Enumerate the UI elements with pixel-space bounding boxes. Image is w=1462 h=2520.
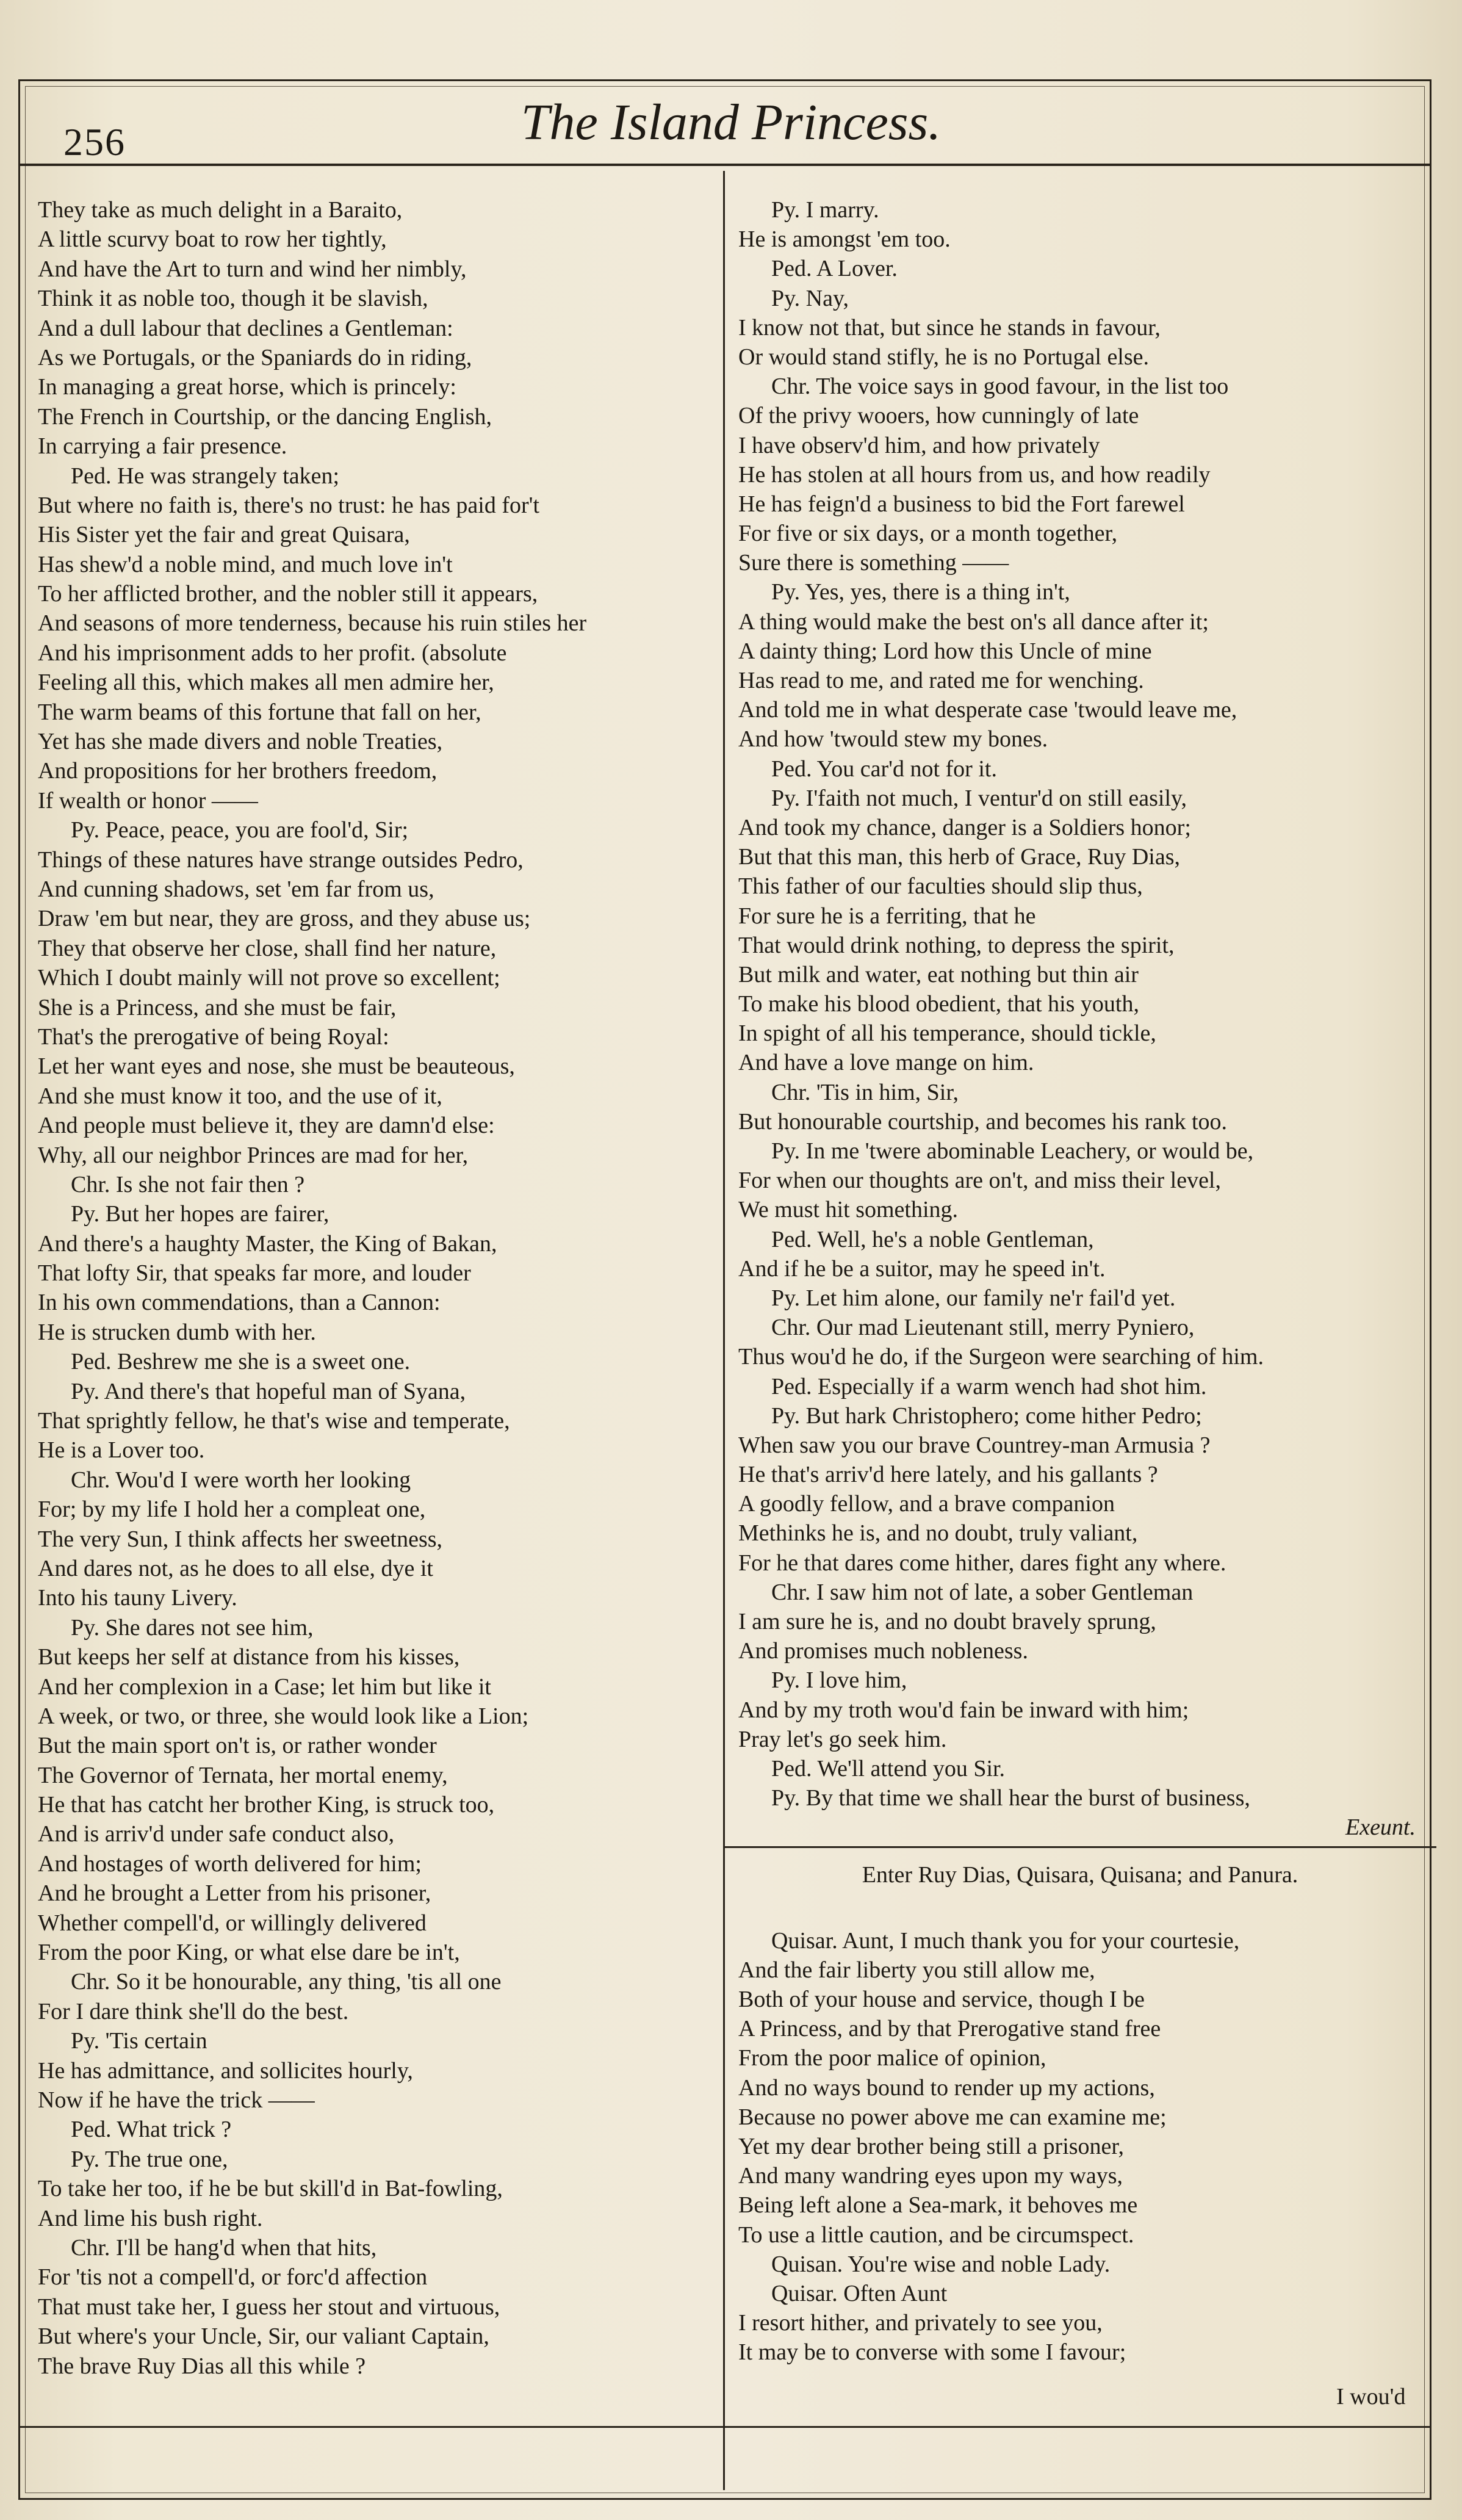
verse-line: From the poor malice of opinion, [738,2045,1046,2071]
verse-line: Thus wou'd he do, if the Surgeon were searching of him. [738,1344,1264,1370]
verse-line: And how 'twould stew my bones. [738,726,1048,753]
verse-line: In his own commendations, than a Cannon: [38,1290,441,1316]
verse-line: Py. Nay, [771,285,849,311]
verse-line: They that observe her close, shall find her nature, [38,935,497,961]
verse-line: In spight of all his temperance, should tickle, [738,1020,1156,1047]
verse-line: And hostages of worth delivered for him; [38,1850,422,1877]
verse-line: Py. Peace, peace, you are fool'd, Sir; [71,817,409,843]
column-divider [723,171,725,2490]
verse-line: But the main sport on't is, or rather wonder [38,1733,437,1759]
verse-line: Chr. The voice says in good favour, in the list too [771,374,1229,400]
verse-line: He has stolen at all hours from us, and how readily [738,461,1211,488]
verse-line: That must take her, I guess her stout and virtuous, [38,2294,500,2320]
verse-line: The warm beams of this fortune that fall on her, [38,699,481,725]
verse-line: Py. But hark Christophero; come hither Pedro; [771,1403,1202,1429]
verse-line: Quisan. You're wise and noble Lady. [771,2251,1111,2277]
verse-line: He that has catcht her brother King, is struck too, [38,1792,495,1818]
verse-line: But honourable courtship, and becomes his rank too. [738,1108,1228,1135]
stage-direction: Enter Ruy Dias, Quisara, Quisana; and Panura. [862,1861,1298,1888]
verse-line: The French in Courtship, or the dancing English, [38,403,492,430]
right-column-bottom [738,1926,1422,2367]
verse-line: Because no power above me can examine me; [738,2104,1167,2130]
verse-line: And no ways bound to render up my actions, [738,2074,1155,2101]
verse-line: Think it as noble too, though it be slavish, [38,286,428,312]
verse-line: And her complexion in a Case; let him but like it [38,1673,491,1700]
verse-line: Chr. I saw him not of late, a sober Gentleman [771,1579,1194,1605]
scene-separator [724,1846,1436,1848]
verse-line: And his imprisonment adds to her profit. (absolute [38,640,507,666]
verse-line: Sure there is something —— [738,550,1009,576]
catchword: I wou'd [1336,2384,1406,2410]
verse-line: He has feign'd a business to bid the Fort farewel [738,491,1185,517]
verse-line: Chr. Is she not fair then ? [71,1171,305,1197]
verse-line: Chr. 'Tis in him, Sir, [771,1079,959,1105]
verse-line: The brave Ruy Dias all this while ? [38,2353,366,2379]
verse-line: For when our thoughts are on't, and miss their level, [738,1168,1221,1194]
verse-line: And is arriv'd under safe conduct also, [38,1821,395,1847]
verse-line: I know not that, but since he stands in favour, [738,314,1161,341]
exeunt-direction: Exeunt. [1345,1814,1416,1841]
verse-line: Py. 'Tis certain [71,2028,207,2054]
verse-line: And he brought a Letter from his prisoner, [38,1880,431,1907]
verse-line: To take her too, if he be but skill'd in Bat-fowling, [38,2176,503,2202]
verse-line: In managing a great horse, which is princely: [38,374,456,400]
verse-line: Py. I'faith not much, I ventur'd on still easily, [771,785,1187,811]
running-title: The Island Princess. [520,94,942,151]
verse-line: Or would stand stifly, he is no Portugal else. [738,344,1150,370]
verse-line: She is a Princess, and she must be fair, [38,994,397,1020]
verse-line: Ped. He was strangely taken; [71,463,340,489]
verse-line: And she must know it too, and the use of it, [38,1083,442,1109]
verse-line: When saw you our brave Countrey-man Armusia ? [738,1432,1211,1458]
verse-line: And lime his bush right. [38,2205,263,2231]
verse-line: Draw 'em but near, they are gross, and they abuse us; [38,906,531,932]
verse-line: To make his blood obedient, that his youth, [738,991,1139,1017]
verse-line: Yet my dear brother being still a prisoner, [738,2134,1125,2159]
header-rule [18,164,1431,166]
verse-line: Py. She dares not see him, [71,1614,314,1641]
verse-line: He has admittance, and sollicites hourly, [38,2057,413,2084]
verse-line: To use a little caution, and be circumspect. [738,2222,1134,2248]
verse-line: And took my chance, danger is a Soldiers honor; [738,814,1191,840]
verse-line: Has shew'd a noble mind, and much love in't [38,551,453,577]
verse-line: And have a love mange on him. [738,1050,1034,1076]
verse-line: Has read to me, and rated me for wenching. [738,668,1144,693]
verse-line: This father of our faculties should slip thus, [738,873,1143,900]
verse-line: That lofty Sir, that speaks far more, and louder [38,1260,471,1287]
verse-line: And a dull labour that declines a Gentleman: [38,315,453,341]
verse-line: And the fair liberty you still allow me, [738,1957,1095,1983]
verse-line: For he that dares come hither, dares fight any where. [738,1550,1226,1576]
verse-line: But keeps her self at distance from his kisses, [38,1644,460,1670]
verse-line: And dares not, as he does to all else, dye it [38,1555,433,1581]
footer-rule [18,2426,1431,2428]
verse-line: Py. By that time we shall hear the burst of business, [771,1785,1250,1811]
verse-line: For five or six days, or a month together, [738,521,1118,547]
verse-line: Why, all our neighbor Princes are mad for her, [38,1142,469,1168]
verse-line: He is amongst 'em too. [738,226,951,253]
verse-line: Both of your house and service, though I be [738,1987,1145,2013]
verse-line: Feeling all this, which makes all men admire her, [38,670,494,696]
verse-line: Pray let's go seek him. [738,1726,947,1752]
verse-line: And there's a haughty Master, the King of Bakan, [38,1230,497,1257]
verse-line: As we Portugals, or the Spaniards do in riding, [38,344,472,370]
verse-line: Methinks he is, and no doubt, truly valiant, [738,1520,1138,1547]
verse-line: Chr. So it be honourable, any thing, 'tis all one [71,1969,502,1995]
verse-line: Py. But her hopes are fairer, [71,1201,329,1227]
verse-line: Quisar. Often Aunt [771,2280,948,2306]
right-column [738,195,1422,2367]
verse-line: The Governor of Ternata, her mortal enemy, [38,1762,448,1788]
verse-line: The very Sun, I think affects her sweetness, [38,1526,443,1552]
verse-line: Py. And there's that hopeful man of Syana, [71,1378,466,1404]
verse-line: Ped. What trick ? [71,2117,232,2143]
verse-line: And seasons of more tenderness, because his ruin stiles her [38,610,587,637]
stage-spacer [738,1890,1422,1926]
verse-line: Yet has she made divers and noble Treaties, [38,729,443,755]
verse-line: And people must believe it, they are damn'd else: [38,1113,495,1139]
verse-line: Now if he have the trick —— [38,2087,315,2113]
verse-line: A goodly fellow, and a brave companion [738,1491,1115,1517]
verse-line: Py. In me 'twere abominable Leachery, or would be, [771,1138,1254,1164]
verse-line: But that this man, this herb of Grace, Ruy Dias, [738,844,1180,870]
verse-line: And promises much nobleness. [738,1638,1028,1664]
right-column-top [738,195,1422,1813]
verse-line: I resort hither, and privately to see you, [738,2310,1103,2336]
verse-line: Chr. Our mad Lieutenant still, merry Pyniero, [771,1315,1195,1341]
verse-line: His Sister yet the fair and great Quisara, [38,522,410,548]
verse-line: From the poor King, or what else dare be in't, [38,1940,460,1966]
verse-line: Quisar. Aunt, I much thank you for your courtesie, [771,1927,1240,1954]
verse-line: Ped. Beshrew me she is a sweet one. [71,1349,411,1375]
verse-line: And told me in what desperate case 'twould leave me, [738,697,1237,723]
verse-line: He is a Lover too. [38,1437,205,1464]
verse-line: We must hit something. [738,1197,959,1223]
verse-line: Ped. Well, he's a noble Gentleman, [771,1226,1094,1252]
verse-line: Which I doubt mainly will not prove so excellent; [38,965,500,991]
verse-line: And propositions for her brothers freedom, [38,758,438,784]
verse-line: For sure he is a ferriting, that he [738,903,1036,929]
verse-line: Whether compell'd, or willingly delivered [38,1910,427,1936]
verse-line: Things of these natures have strange outsides Pedro, [38,847,524,873]
verse-line: They take as much delight in a Baraito, [38,197,403,223]
verse-line: For; by my life I hold her a compleat one, [38,1496,426,1523]
verse-line: It may be to converse with some I favour; [738,2339,1126,2366]
verse-line: Py. I love him, [771,1667,907,1694]
verse-line: I am sure he is, and no doubt bravely sprung, [738,1609,1156,1634]
verse-line: To her afflicted brother, and the nobler still it appears, [38,581,538,607]
verse-line: Chr. I'll be hang'd when that hits, [71,2234,377,2261]
verse-line: And by my troth wou'd fain be inward with him; [738,1697,1189,1723]
verse-line: He that's arriv'd here lately, and his gallants ? [738,1462,1158,1488]
verse-line: Into his tauny Livery. [38,1585,237,1611]
verse-line: Py. The true one, [71,2146,228,2172]
verse-line: I have observ'd him, and how privately [738,432,1100,458]
verse-line: Of the privy wooers, how cunningly of late [738,403,1139,429]
verse-line: That sprightly fellow, he that's wise and temperate, [38,1408,510,1434]
verse-line: Let her want eyes and nose, she must be beauteous, [38,1053,515,1080]
verse-line: But where no faith is, there's no trust: he has paid for't [38,492,540,518]
verse-line: And if he be a suitor, may he speed in't. [738,1255,1106,1282]
verse-line: He is strucken dumb with her. [38,1319,316,1345]
verse-line: A little scurvy boat to row her tightly, [38,226,387,253]
page-number: 256 [63,120,126,164]
left-column [38,195,721,2381]
verse-line: Chr. Wou'd I were worth her looking [71,1467,411,1493]
verse-line: A dainty thing; Lord how this Uncle of mine [738,638,1152,664]
verse-line: And cunning shadows, set 'em far from us, [38,876,434,902]
verse-line: Ped. We'll attend you Sir. [771,1755,1006,1782]
verse-line: Py. I marry. [771,197,879,223]
verse-line: For I dare think she'll do the best. [38,1998,349,2024]
verse-line: For 'tis not a compell'd, or forc'd affection [38,2264,428,2291]
verse-line: But where's your Uncle, Sir, our valiant Captain, [38,2323,489,2350]
verse-line: Ped. Especially if a warm wench had shot him. [771,1373,1207,1399]
verse-line: And have the Art to turn and wind her nimbly, [38,256,467,282]
verse-line: And many wandring eyes upon my ways, [738,2163,1123,2189]
verse-line: That's the prerogative of being Royal: [38,1024,389,1050]
verse-line: If wealth or honor —— [38,787,258,814]
verse-line: A Princess, and by that Prerogative stand free [738,2016,1161,2042]
verse-line: Ped. A Lover. [771,256,898,282]
verse-line: That would drink nothing, to depress the spirit, [738,932,1175,958]
verse-line: Py. Yes, yes, there is a thing in't, [771,579,1070,605]
verse-line: Being left alone a Sea-mark, it behoves me [738,2192,1138,2219]
verse-line: But milk and water, eat nothing but thin air [738,961,1139,987]
verse-line: A week, or two, or three, she would look like a Lion; [38,1703,529,1729]
verse-line: Ped. You car'd not for it. [771,756,997,782]
verse-line: Py. Let him alone, our family ne'r fail'd yet. [771,1285,1176,1311]
verse-line: In carrying a fair presence. [38,433,287,460]
verse-line: A thing would make the best on's all dance after it; [738,608,1209,635]
